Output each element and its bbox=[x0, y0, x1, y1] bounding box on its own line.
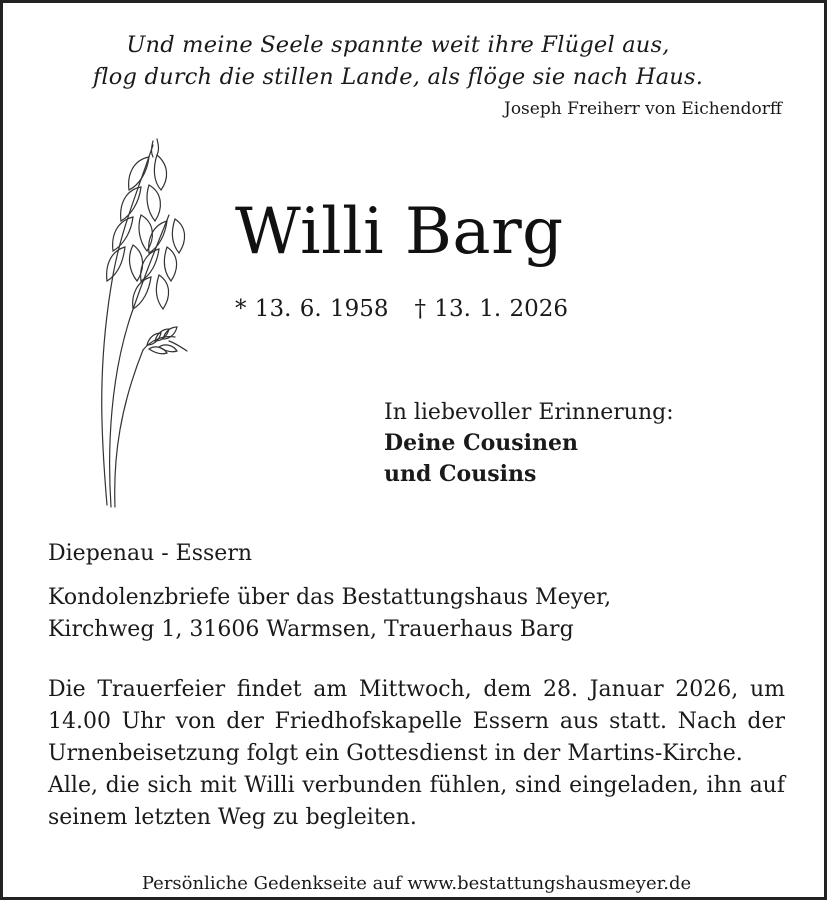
quote-author: Joseph Freiherr von Eichendorff bbox=[504, 99, 782, 119]
mourners-line-2: und Cousins bbox=[384, 461, 537, 487]
condolence-line-2: Kirchweg 1, 31606 Warmsen, Trauerhaus Barg bbox=[48, 617, 574, 642]
condolence-address bbox=[48, 582, 611, 646]
mourners-line-1: Deine Cousinen bbox=[384, 430, 578, 456]
condolence-line-1: Kondolenzbriefe über das Bestattungshaus Meyer, bbox=[48, 585, 612, 610]
quote-line-2: flog durch die stillen Lande, als flöge sie nach Haus. bbox=[92, 64, 704, 90]
place-line: Diepenau - Essern bbox=[48, 541, 253, 566]
wheat-ears-icon bbox=[83, 135, 203, 515]
memory-intro: In liebevoller Erinnerung: bbox=[384, 400, 674, 425]
birth-date: * 13. 6. 1958 bbox=[235, 296, 389, 322]
memorial-website-line: Persönliche Gedenkseite auf www.bestattungshausmeyer.de bbox=[141, 873, 692, 894]
ceremony-info bbox=[48, 674, 785, 834]
death-date: † 13. 1. 2026 bbox=[414, 296, 568, 322]
memory-block bbox=[384, 397, 674, 490]
invitation-paragraph: Alle, die sich mit Willi verbunden fühlen, sind eingeladen, ihn auf seinem letzten Weg zu begleiten. bbox=[48, 773, 785, 830]
deceased-name: Willi Barg bbox=[235, 195, 564, 269]
quote-line-1: Und meine Seele spannte weit ihre Flügel aus, bbox=[126, 32, 670, 58]
ceremony-paragraph: Die Trauerfeier findet am Mittwoch, dem 28. Januar 2026, um 14.00 Uhr von der Friedhofskapelle Essern aus statt. Nach der Urnenbeisetzung folgt ein Gottesdienst in der Martins-Kirche. bbox=[48, 677, 785, 766]
life-dates bbox=[235, 296, 568, 322]
